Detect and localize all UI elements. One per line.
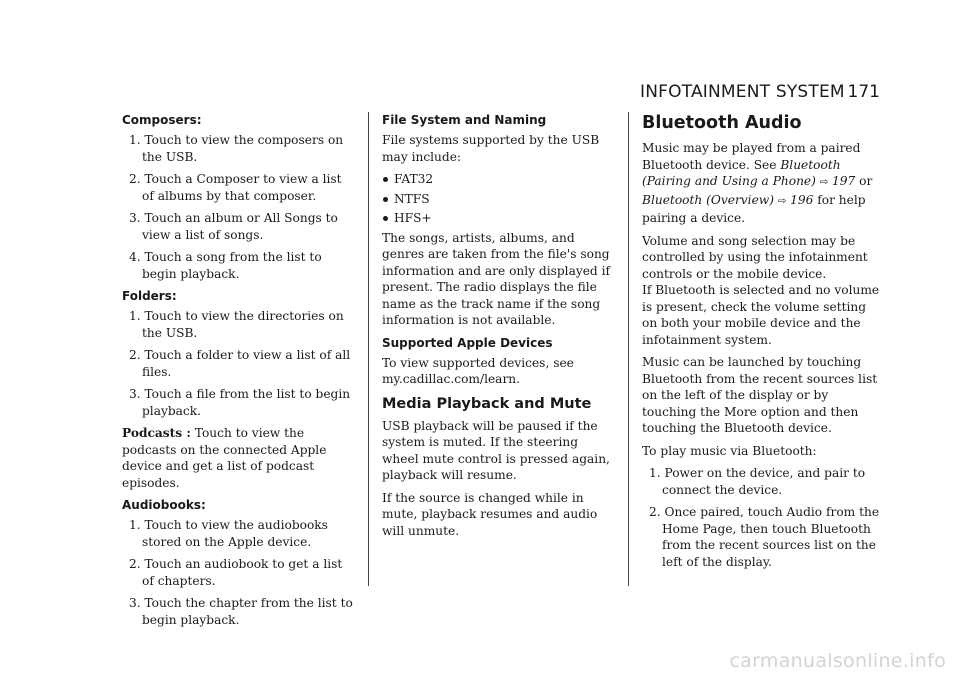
folders-step: 3. Touch a file from the list to begin playback. — [129, 387, 351, 418]
file-system-paragraph: The songs, artists, albums, and genres are taken from the file's song information and are only displayed if present. The radio displays the file name as the track name if the song information is not available. — [382, 230, 611, 327]
bluetooth-audio-title: Bluetooth Audio — [642, 113, 802, 133]
bluetooth-step: 2. Once paired, touch Audio from the Home Page, then touch Bluetooth from the recent sources list on the left of the display. — [649, 505, 880, 569]
folders-step: 1. Touch to view the directories on the USB. — [129, 309, 344, 340]
apple-devices-paragraph: To view supported devices, see my.cadillac.com/learn. — [382, 355, 574, 386]
apple-devices-heading: Supported Apple Devices — [382, 335, 553, 350]
page-number: 171 — [847, 82, 880, 102]
launch-music-paragraph: Music can be launched by touching Bluetooth from the recent sources list on the left of the display or by touching the More option and then touching the Bluetooth device. — [642, 355, 878, 435]
volume-paragraph: Volume and song selection may be controlled by using the infotainment controls or the mobile device. — [642, 233, 868, 281]
media-playback-title: Media Playback and Mute — [382, 395, 592, 412]
audiobooks-step: 2. Touch an audiobook to get a list of chapters. — [129, 557, 343, 588]
file-system-item: NTFS — [382, 191, 614, 208]
bluetooth-intro-paragraph — [642, 140, 880, 227]
page-ref-arrow-icon: ⇨ — [819, 177, 829, 188]
composers-step: 1. Touch to view the composers on the USB. — [129, 133, 344, 164]
podcasts-text: Touch to view the podcasts on the connected Apple device and get a list of podcast episodes. — [122, 426, 327, 490]
podcasts-label: Podcasts : — [122, 426, 191, 440]
bluetooth-intro-or: or — [855, 174, 873, 188]
podcasts-paragraph — [122, 425, 357, 491]
page-ref-arrow-icon: ⇨ — [777, 195, 787, 207]
composers-step: 3. Touch an album or All Songs to view a list of songs. — [129, 211, 338, 242]
play-via-bluetooth-intro: To play music via Bluetooth: — [642, 443, 817, 458]
page-header — [640, 82, 880, 108]
composers-heading: Composers: — [122, 113, 202, 127]
folders-step: 2. Touch a folder to view a list of all files. — [129, 348, 351, 379]
bluetooth-overview-ref[interactable]: Bluetooth (Overview) — [642, 192, 774, 207]
composers-step: 4. Touch a song from the list to begin playback. — [129, 250, 322, 281]
media-mute-paragraph: If the source is changed while in mute, playback resumes and audio will unmute. — [382, 490, 598, 538]
audiobooks-step: 3. Touch the chapter from the list to begin playback. — [129, 596, 353, 627]
file-system-intro: File systems supported by the USB may include: — [382, 133, 600, 164]
file-system-item: FAT32 — [382, 171, 614, 188]
bluetooth-pairing-ref[interactable]: Bluetooth (Pairing and Using a Phone) — [642, 157, 841, 188]
bluetooth-intro-end: for help pairing a device. — [642, 192, 866, 225]
column-1 — [122, 112, 357, 634]
bluetooth-overview-page[interactable]: 196 — [790, 192, 814, 207]
bluetooth-pairing-page[interactable]: 197 — [832, 174, 856, 188]
bluetooth-step: 1. Power on the device, and pair to connect the device. — [649, 466, 866, 497]
file-system-heading: File System and Naming — [382, 113, 547, 127]
file-system-item: HFS+ — [382, 210, 614, 227]
media-playback-paragraph: USB playback will be paused if the system is muted. If the steering wheel mute control is pressed again, playback will resume. — [382, 418, 610, 482]
audiobooks-step: 1. Touch to view the audiobooks stored on the Apple device. — [129, 518, 328, 549]
watermark: carmanualsonline.info — [729, 650, 946, 672]
running-title: INFOTAINMENT SYSTEM — [640, 82, 845, 102]
bluetooth-intro-text: Music may be played from a paired Bluetooth device. See — [642, 141, 861, 172]
folders-heading: Folders: — [122, 289, 177, 303]
column-divider-1 — [368, 112, 369, 586]
composers-step: 2. Touch a Composer to view a list of albums by that composer. — [129, 172, 342, 203]
audiobooks-heading: Audiobooks: — [122, 498, 206, 512]
column-3 — [642, 112, 880, 576]
no-volume-paragraph: If Bluetooth is selected and no volume is present, check the volume setting on both your mobile device and the infotainment system. — [642, 283, 880, 347]
column-divider-2 — [628, 112, 629, 586]
column-2 — [382, 112, 614, 545]
